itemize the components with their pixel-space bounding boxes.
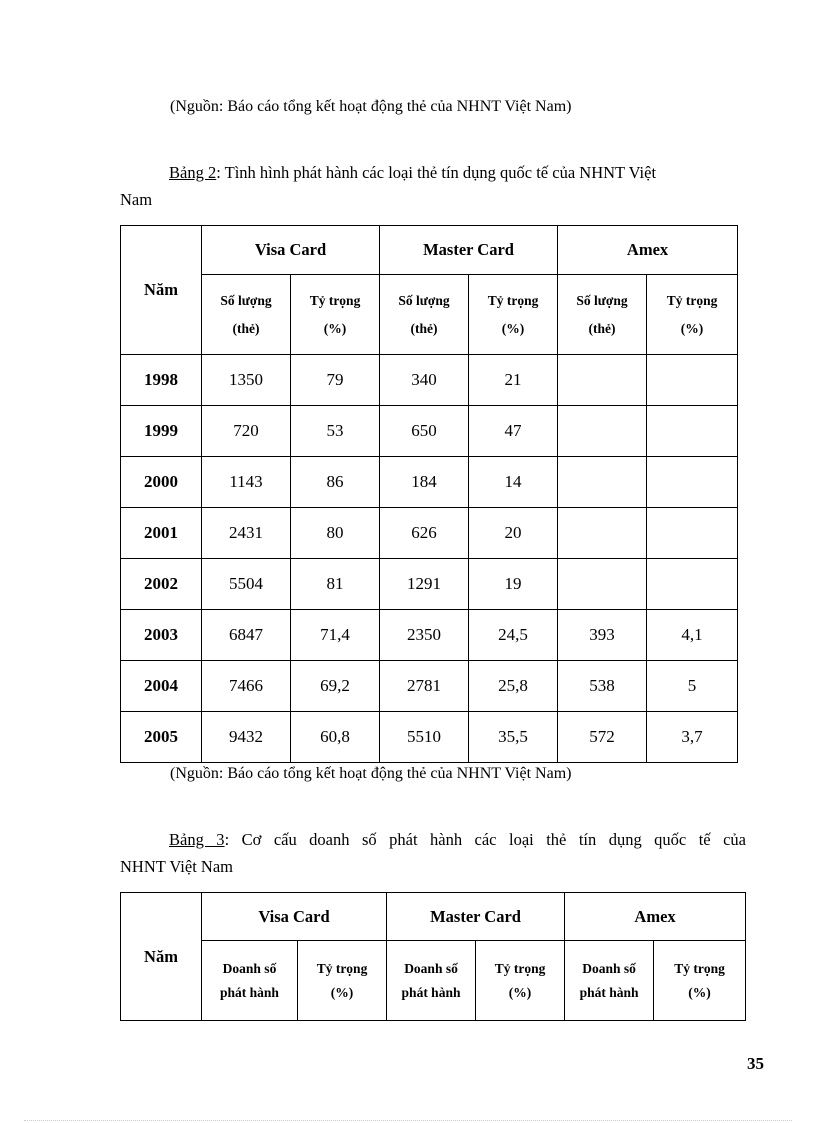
table3-caption	[120, 826, 746, 880]
table3-sub-share-mastercard: Tỷ trọng (%)	[476, 941, 565, 1021]
table2-sub-share-mastercard: Tỷ trọng (%)	[469, 275, 558, 355]
table2-cell-amex-pct	[647, 406, 738, 457]
table3-year-header: Năm	[121, 893, 202, 1021]
table3-sub-sales-visa: Doanh số phát hành	[202, 941, 298, 1021]
table-row	[121, 406, 738, 457]
table2-group-amex: Amex	[558, 226, 738, 275]
table2-cell-visa-pct: 53	[291, 406, 380, 457]
table2-cell-year: 2005	[121, 712, 202, 763]
table2-cell-mc-pct: 14	[469, 457, 558, 508]
table2-cell-visa-pct: 81	[291, 559, 380, 610]
table2-cell-amex-qty: 538	[558, 661, 647, 712]
table2-cell-amex-pct	[647, 355, 738, 406]
table2-cell-visa-pct: 79	[291, 355, 380, 406]
table2-cell-amex-qty: 572	[558, 712, 647, 763]
table2-cell-visa-qty: 1350	[202, 355, 291, 406]
table3-group-amex: Amex	[565, 893, 746, 941]
table3-sub-share-amex: Tỷ trọng (%)	[654, 941, 746, 1021]
table2-cell-amex-pct: 4,1	[647, 610, 738, 661]
table2-cell-amex-pct	[647, 457, 738, 508]
table3	[120, 892, 746, 1021]
table2-source-note: (Nguồn: Báo cáo tổng kết hoạt động thẻ của NHNT Việt Nam)	[170, 765, 572, 782]
table2-cell-visa-qty: 7466	[202, 661, 291, 712]
table2	[120, 225, 738, 763]
source-note-top: (Nguồn: Báo cáo tổng kết hoạt động thẻ của NHNT Việt Nam)	[170, 98, 572, 115]
table2-cell-mc-qty: 1291	[380, 559, 469, 610]
table2-cell-amex-qty	[558, 406, 647, 457]
table2-cell-visa-pct: 69,2	[291, 661, 380, 712]
table2-cell-mc-qty: 626	[380, 508, 469, 559]
table2-cell-visa-qty: 5504	[202, 559, 291, 610]
table2-cell-amex-qty	[558, 355, 647, 406]
table2-cell-visa-qty: 1143	[202, 457, 291, 508]
table2-cell-mc-qty: 650	[380, 406, 469, 457]
page-number: 35	[747, 1054, 764, 1073]
table2-cell-amex-pct	[647, 559, 738, 610]
table2-group-visa: Visa Card	[202, 226, 380, 275]
table2-cell-year: 1999	[121, 406, 202, 457]
table2-cell-amex-pct: 5	[647, 661, 738, 712]
table2-cell-amex-pct: 3,7	[647, 712, 738, 763]
table3-caption-label: Bảng 3	[169, 830, 225, 849]
table2-cell-mc-pct: 21	[469, 355, 558, 406]
table2-cell-mc-qty: 184	[380, 457, 469, 508]
table-row	[121, 712, 738, 763]
table2-sub-share-amex: Tỷ trọng (%)	[647, 275, 738, 355]
table2-cell-mc-qty: 2781	[380, 661, 469, 712]
table2-cell-visa-pct: 86	[291, 457, 380, 508]
table2-cell-mc-qty: 5510	[380, 712, 469, 763]
table2-cell-mc-qty: 340	[380, 355, 469, 406]
table2-cell-mc-pct: 24,5	[469, 610, 558, 661]
table3-sub-sales-amex: Doanh số phát hành	[565, 941, 654, 1021]
table-row	[121, 355, 738, 406]
table2-caption	[120, 159, 746, 213]
table-row	[121, 559, 738, 610]
table2-caption-line2: Nam	[120, 190, 153, 209]
table2-cell-visa-pct: 60,8	[291, 712, 380, 763]
table2-cell-mc-pct: 47	[469, 406, 558, 457]
table2-cell-year: 1998	[121, 355, 202, 406]
table2-sub-share-visa: Tỷ trọng (%)	[291, 275, 380, 355]
table2-cell-mc-pct: 25,8	[469, 661, 558, 712]
table2-cell-amex-qty	[558, 508, 647, 559]
table2-cell-visa-pct: 71,4	[291, 610, 380, 661]
table2-cell-amex-qty: 393	[558, 610, 647, 661]
table-row	[121, 508, 738, 559]
table2-group-mastercard: Master Card	[380, 226, 558, 275]
table2-caption-label: Bảng 2	[169, 163, 217, 182]
table3-sub-sales-mastercard: Doanh số phát hành	[387, 941, 476, 1021]
table3-group-visa: Visa Card	[202, 893, 387, 941]
table3-sub-share-visa: Tỷ trọng (%)	[298, 941, 387, 1021]
table2-cell-amex-qty	[558, 559, 647, 610]
table2-cell-year: 2004	[121, 661, 202, 712]
table2-year-header: Năm	[121, 226, 202, 355]
table2-cell-year: 2000	[121, 457, 202, 508]
table3-caption-line2: NHNT Việt Nam	[120, 857, 233, 876]
table2-cell-year: 2003	[121, 610, 202, 661]
table-row	[121, 457, 738, 508]
table3-caption-text: : Cơ cấu doanh số phát hành các loại thẻ tín dụng quốc tế của	[224, 830, 746, 849]
table2-cell-mc-qty: 2350	[380, 610, 469, 661]
table2-cell-mc-pct: 19	[469, 559, 558, 610]
table-row	[121, 610, 738, 661]
table2-cell-visa-qty: 720	[202, 406, 291, 457]
table2-caption-text: : Tình hình phát hành các loại thẻ tín dụng quốc tế của NHNT Việt	[216, 163, 657, 182]
table3-group-mastercard: Master Card	[387, 893, 565, 941]
table2-cell-amex-qty	[558, 457, 647, 508]
table-row	[121, 661, 738, 712]
table2-cell-visa-qty: 6847	[202, 610, 291, 661]
table2-cell-amex-pct	[647, 508, 738, 559]
table2-sub-qty-mastercard: Số lượng (thẻ)	[380, 275, 469, 355]
table2-cell-visa-qty: 9432	[202, 712, 291, 763]
table2-cell-visa-qty: 2431	[202, 508, 291, 559]
table2-sub-qty-visa: Số lượng (thẻ)	[202, 275, 291, 355]
table2-cell-year: 2002	[121, 559, 202, 610]
table2-cell-year: 2001	[121, 508, 202, 559]
table2-sub-qty-amex: Số lượng (thẻ)	[558, 275, 647, 355]
table2-cell-visa-pct: 80	[291, 508, 380, 559]
page-bottom-divider	[24, 1120, 792, 1121]
table2-cell-mc-pct: 20	[469, 508, 558, 559]
table2-cell-mc-pct: 35,5	[469, 712, 558, 763]
